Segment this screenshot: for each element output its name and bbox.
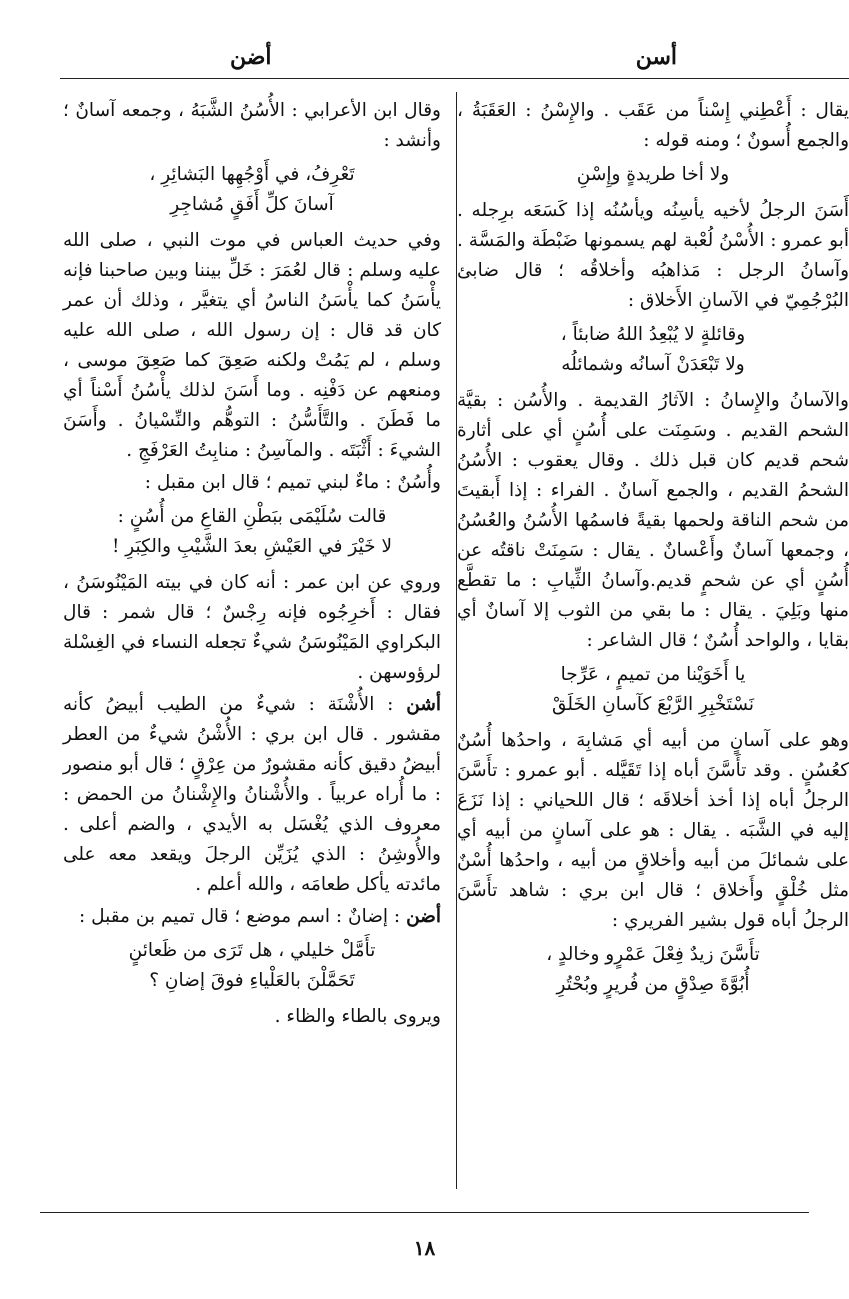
verse-line: تَعْرِفُ، في أَوْجُهِها البَشائِرِ ، (149, 164, 355, 185)
verse-line: يا أَخَوَيْنا من تميمٍ ، عَرِّجا (560, 664, 746, 685)
right-column (457, 96, 849, 1006)
entry-adhn (63, 902, 441, 932)
entry-ashn (63, 690, 441, 900)
verse-line: تأَسَّنَ زيدٌ فِعْلَ عَمْرٍو وخالدٍ ، (546, 944, 760, 965)
header-rule (60, 78, 849, 79)
paragraph: وأُسُنٌ : ماءٌ لبني تميم ؛ قال ابن مقبل : (144, 472, 441, 493)
verse-line: ولا تَبْعَدَنْ آسانُه وشمائلُه (561, 354, 745, 375)
footer-rule (40, 1212, 809, 1213)
verse-line: أُبُوَّةَ صِدْقٍ من فُريرٍ وبُحْتُرِ (556, 974, 750, 995)
verse-line: وقائلةٍ لا يُبْعِدُ اللهُ ضابئاً ، (560, 324, 746, 345)
entry-headword: أضن (406, 906, 441, 927)
paragraph: وفي حديث العباس في موت النبي ، صلى الله عليه وسلم : قال لعُمَرَ : خَلِّ بيننا وبين صاحبنا فإنه يأْسَنُ كما يأْسَنُ الناسُ أي يتغيَّر ، وذلك أن عمر كان قد قال : إن رسول الله ، صلى الله عليه وسلم ، لم يَمُتْ ولكنه صَعِقَ كما صَعِقَ موسى ، ومنعهم عن دَفْنِه . وما أَسَنَ لذلك يأْسُنُ أَسْناً أي ما فَطَنَ . والتَّأَسُّنُ : التوهُّم والنِّسْيانُ . وأَسَنَ الشيءَ : أَثْبَتَه . والمآسِنُ : منابِتُ العَرْفَجِ . (63, 230, 441, 461)
page-number: ١٨ (413, 1236, 436, 1260)
paragraph: يقال : أَعْطِني إِسْناً من عَقَب . والإِسْنُ : العَقَبَةُ ، والجمع أُسونٌ ؛ ومنه قوله : (457, 100, 849, 151)
left-column (63, 96, 441, 1034)
paragraph: والآسانُ والإِسانُ : الآثارُ القديمة . والأُسُن : بقيَّة الشحم القديم . وسَمِنَت على أُسُنٍ أي على أثارة شحم قديم كان قبل ذلك . وقال يعقوب : الأُسُنُ الشحمُ القديم ، والجمع آسانٌ . الفراء : إذا أَبقيتَ من شحم الناقة ولحمها بقيةً فاسمُها الأُسُنُ والعُسُنُ ، وجمعها آسانٌ وأَعْسانٌ . يقال : سَمِنَتْ ناقتُه عن أُسُنٍ أي عن شحمٍ قديم.وآسانُ الثِّيابِ : ما تقطَّع منها وبَلِيَ . يقال : ما بقي من الثوب إلا آسانٌ أي بقايا ، والواحد أُسُنٌ ؛ قال الشاعر : (457, 390, 849, 651)
verse (457, 940, 849, 1000)
header-entry-right: أسن (635, 44, 677, 70)
verse-line: تَحَمَّلْنَ بالعَلْياءِ فوقَ إضانِ ؟ (149, 970, 355, 991)
verse-line: نَسْتَخْبِرِ الرَّبْعَ كآسانِ الخَلَقْ (551, 694, 755, 715)
verse-line: آسانَ كلِّ أَفَقٍ مُشاجِرِ (170, 194, 334, 215)
paragraph: ويروى بالطاء والظاء . (274, 1006, 441, 1027)
verse (63, 936, 441, 996)
verse-line: تأَمَّلْ خليلي ، هل تَرَى من ظَعائنٍ (128, 940, 376, 961)
entry-headword: أشن (406, 694, 441, 715)
paragraph: وهو على آسانٍ من أبيه أي مَشابِهَ ، واحدُها أُسُنٌ كعُسُنٍ . وقد تأَسَّنَ أباه إذا تَقَيَّله . أبو عمرو : تأَسَّنَ الرجلُ أباه إذا أخذ أخلاقَه ؛ قال اللحياني : إذا نَزَعَ إليه في الشَّبَه . يقال : هو على آسانٍ من أبيه أي على شمائلَ من أبيه وأخلاقٍ من أبيه ، واحدُها أُسْنٌ مثل خُلْقٍ وأَخلاق ؛ قال ابن بري : شاهد تأَسَّنَ الرجلُ أباه قول بشير الفريري : (457, 730, 849, 931)
verse (457, 320, 849, 380)
verse (457, 160, 849, 190)
verse (63, 502, 441, 562)
verse (63, 160, 441, 220)
header-entry-left: أضن (230, 44, 272, 70)
paragraph: وروي عن ابن عمر : أنه كان في بيته المَيْنُوسَنُ ، فقال : أَخرِجُوه فإنه رِجْسٌ ؛ قال شمر : قال البكراوي المَيْنُوسَنُ شيءٌ تجعله النساء في الغِسْلة لرؤوسهن . (63, 572, 441, 683)
entry-text: : إضانٌ : اسم موضع ؛ قال تميم بن مقبل : (78, 906, 407, 927)
verse-line: قالت سُلَيْمَى ببَطْنِ القاعِ من أُسُنٍ : (117, 506, 387, 527)
entry-text: : الأُشْنَة : شيءٌ من الطيب أبيضُ كأنه مقشور . قال ابن بري : الأُشْنُ شيءٌ من العطر أبيضُ دقيق كأنه مقشورٌ من عِرْقٍ ؛ قال أبو منصور : ما أُراه عربياً . والأُشْنانُ والإِشْنانُ من الحمض : معروف الذي يُغْسَل به الأيدي ، والضم أعلى . والأُوشِنُ : الذي يُزَيِّن الرجلَ ويقعد معه على مائدته يأكل طعامَه ، والله أعلم . (63, 694, 441, 895)
verse (457, 660, 849, 720)
paragraph: أَسَنَ الرجلُ لأخيه يأسِنُه ويأسُنُه إذا كَسَعَه برِجله . أبو عمرو : الأُسْنُ لُعْبة لهم يسمونها ضَبْطَة والمَسَّة . وآسانُ الرجل : مَذاهبُه وأخلاقُه ؛ قال ضابئ البُرْجُمِيّ في الآسانِ الأَخلاق : (456, 200, 849, 311)
verse-line: ولا أخا طريدةٍ وإِسْنِ (576, 164, 730, 185)
paragraph: وقال ابن الأعرابي : الأُسُنُ الشَّبَهُ ، وجمعه آسانٌ ؛ وأنشد : (63, 100, 441, 151)
verse-line: لا خَيْرَ في العَيْشِ بعدَ الشَّيْبِ والكِبَرِ ! (111, 536, 393, 557)
